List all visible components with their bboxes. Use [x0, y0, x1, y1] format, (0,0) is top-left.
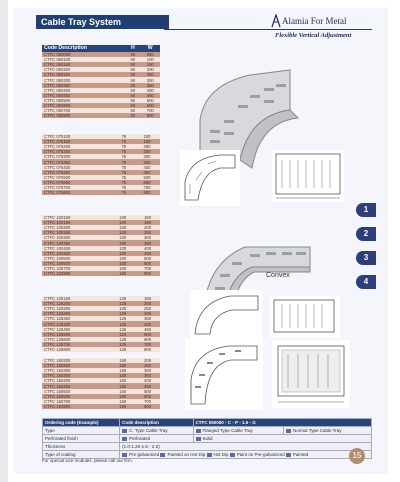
height-cell: 100 [110, 246, 135, 251]
section-tab-3[interactable]: 3 [356, 251, 376, 265]
width-cell: 200 [134, 144, 160, 149]
width-cell: 450 [135, 251, 160, 256]
height-cell: 50 [125, 52, 140, 57]
thickness-label: Thickness [43, 443, 120, 451]
height-cell: 75 [114, 154, 134, 159]
code-cell: CTFC 075800 [42, 190, 114, 195]
width-cell: 350 [135, 240, 160, 245]
code-cell: CTFC 075600 [42, 180, 114, 185]
code-cell: CTFC 100300 [42, 235, 110, 240]
height-cell: 125 [110, 327, 135, 332]
code-cell: CTFC 125400 [42, 321, 110, 326]
height-cell: 125 [110, 316, 135, 321]
width-cell: 500 [134, 175, 160, 180]
width-cell: 500 [141, 98, 161, 103]
code-cell: CTFC 150450 [42, 383, 110, 388]
thickness-value: (1.0-1.25-1.5 - 2.0) [120, 443, 372, 451]
code-cell: CTFC 100450 [42, 251, 110, 256]
width-cell: 600 [141, 103, 161, 108]
code-cell: CTFC 100800 [42, 271, 110, 276]
height-cell: 100 [110, 256, 135, 261]
ordering-code-table [42, 418, 372, 459]
checkbox-icon [196, 437, 201, 441]
width-cell: 350 [134, 159, 160, 164]
height-cell: 50 [125, 83, 140, 88]
width-cell: 150 [135, 296, 160, 301]
width-cell: 350 [141, 83, 161, 88]
width-cell: 200 [135, 225, 160, 230]
code-cell: CTFC 125300 [42, 311, 110, 316]
coat-option-3: Paint on Pre-galvanized [236, 452, 285, 457]
code-cell: CTFC 100200 [42, 225, 110, 230]
checkbox-icon [122, 453, 127, 457]
spec-table-h150 [42, 358, 160, 409]
brand-name: Alamia For Metal [282, 16, 347, 26]
type-option-normal: Normal Type Cable Tray [293, 428, 342, 433]
width-cell: 400 [135, 321, 160, 326]
perf-option-solid: Solid [202, 436, 213, 441]
height-cell: 125 [110, 301, 135, 306]
height-cell: 125 [110, 296, 135, 301]
height-cell: 150 [110, 373, 135, 378]
table-row [42, 271, 160, 276]
width-cell: 350 [135, 316, 160, 321]
convex-top-diagram [270, 296, 340, 338]
height-cell: 75 [114, 144, 134, 149]
checkbox-icon [207, 453, 212, 457]
height-cell: 50 [125, 72, 140, 77]
width-cell: 200 [135, 301, 160, 306]
bend-diagram [185, 338, 263, 410]
width-cell: 400 [141, 88, 161, 93]
code-cell: CTFC 150500 [42, 389, 110, 394]
height-cell: 150 [110, 399, 135, 404]
width-cell: 050 [141, 52, 161, 57]
code-cell: CTFC 050450 [42, 93, 125, 98]
width-cell: 800 [135, 347, 160, 352]
perf-option-perforated: Perforated [129, 436, 151, 441]
width-cell: 450 [135, 327, 160, 332]
coat-option-0: Pre-galvanized [129, 452, 160, 457]
width-cell: 700 [134, 185, 160, 190]
header-rule [164, 29, 372, 30]
code-cell: CTFC 050050 [42, 52, 125, 57]
ordering-example: CTFC 050050 - C - P - 1.5 - G [193, 419, 371, 427]
code-cell: CTFC 125800 [42, 347, 110, 352]
width-cell: 700 [135, 399, 160, 404]
height-cell: 150 [110, 383, 135, 388]
width-cell: 250 [135, 306, 160, 311]
code-cell: CTFC 050400 [42, 88, 125, 93]
height-cell: 100 [110, 225, 135, 230]
width-cell: 200 [141, 67, 161, 72]
checkbox-icon [160, 453, 165, 457]
height-cell: 100 [110, 215, 135, 220]
height-cell: 100 [110, 271, 135, 276]
width-cell: 700 [141, 108, 161, 113]
code-cell: CTFC 150200 [42, 358, 110, 363]
code-desc-label: Code description [120, 419, 193, 427]
width-cell: 450 [134, 170, 160, 175]
code-cell: CTFC 075100 [42, 134, 114, 139]
code-cell: CTFC 100150 [42, 215, 110, 220]
code-cell: CTFC 150800 [42, 404, 110, 409]
concave-side-diagram [180, 150, 240, 206]
type-option-c: C: Type Cable Tray [129, 428, 168, 433]
spec-table-h50 [42, 45, 160, 118]
height-cell: 150 [110, 368, 135, 373]
height-cell: 150 [110, 378, 135, 383]
width-cell: 150 [135, 215, 160, 220]
width-cell: 400 [135, 246, 160, 251]
width-cell: 400 [135, 378, 160, 383]
width-cell: 600 [134, 180, 160, 185]
code-cell: CTFC 075450 [42, 170, 114, 175]
height-cell: 100 [110, 230, 135, 235]
code-cell: CTFC 100350 [42, 240, 110, 245]
width-cell: 300 [141, 77, 161, 82]
height-cell: 150 [110, 404, 135, 409]
width-cell: 800 [135, 404, 160, 409]
straight-tray-diagram [272, 340, 350, 408]
height-cell: 50 [125, 57, 140, 62]
height-cell: 50 [125, 88, 140, 93]
coat-option-2: Hot Dip [213, 452, 229, 457]
code-cell: CTFC 125500 [42, 332, 110, 337]
type-label: Type [43, 427, 120, 435]
width-cell: 500 [135, 332, 160, 337]
code-cell: CTFC 100600 [42, 261, 110, 266]
code-cell: CTFC 150700 [42, 399, 110, 404]
width-cell: 800 [134, 190, 160, 195]
page-title: Cable Tray System [36, 15, 169, 29]
code-cell: CTFC 125250 [42, 306, 110, 311]
height-cell: 75 [114, 175, 134, 180]
table-row [42, 113, 160, 118]
height-cell: 75 [114, 149, 134, 154]
checkbox-icon [196, 429, 201, 433]
width-cell: 300 [135, 311, 160, 316]
height-cell: 50 [125, 98, 140, 103]
height-cell: 50 [125, 93, 140, 98]
code-cell: CTFC 050800 [42, 113, 125, 118]
width-cell: 100 [141, 57, 161, 62]
ordering-label: Ordering code (Example) [43, 419, 120, 427]
width-cell: 500 [135, 256, 160, 261]
code-cell: CTFC 050350 [42, 83, 125, 88]
code-cell: CTFC 125150 [42, 296, 110, 301]
height-cell: 75 [114, 170, 134, 175]
code-cell: CTFC 100500 [42, 256, 110, 261]
convex-side-diagram [190, 290, 262, 338]
section-tab-4[interactable]: 4 [356, 275, 376, 289]
width-cell: 450 [141, 93, 161, 98]
left-binding-strip [0, 0, 8, 482]
code-cell: CTFC 150250 [42, 363, 110, 368]
code-cell: CTFC 150600 [42, 394, 110, 399]
width-cell: 600 [135, 394, 160, 399]
width-cell: 600 [135, 337, 160, 342]
width-cell: 400 [134, 165, 160, 170]
height-cell: 50 [125, 77, 140, 82]
table-row [42, 190, 160, 195]
width-cell: 300 [135, 368, 160, 373]
height-cell: 75 [114, 134, 134, 139]
concave-top-diagram [272, 150, 344, 202]
height-cell: 150 [110, 358, 135, 363]
code-cell: CTFC 100700 [42, 266, 110, 271]
code-cell: CTFC 075350 [42, 159, 114, 164]
height-cell: 50 [125, 67, 140, 72]
height-cell: 50 [125, 113, 140, 118]
code-cell: CTFC 050250 [42, 72, 125, 77]
height-cell: 75 [114, 159, 134, 164]
height-cell: 125 [110, 337, 135, 342]
height-cell: 125 [110, 311, 135, 316]
code-cell: CTFC 075300 [42, 154, 114, 159]
code-cell: CTFC 050100 [42, 57, 125, 62]
width-cell: 800 [141, 113, 161, 118]
coat-option-1: Painted on Hot Dip [167, 452, 206, 457]
table-row [42, 347, 160, 352]
width-cell: 350 [135, 373, 160, 378]
height-cell: 50 [125, 103, 140, 108]
width-cell: 250 [134, 149, 160, 154]
checkbox-icon [122, 429, 127, 433]
height-cell: 150 [110, 389, 135, 394]
code-cell: CTFC 100150 [42, 220, 110, 225]
code-cell: CTFC 075700 [42, 185, 114, 190]
code-cell: CTFC 050300 [42, 77, 125, 82]
width-cell: 300 [134, 154, 160, 159]
width-cell: 250 [135, 230, 160, 235]
code-cell: CTFC 050500 [42, 98, 125, 103]
section-tab-2[interactable]: 2 [356, 227, 376, 241]
page-number: 15 [349, 448, 365, 464]
code-cell: CTFC 075200 [42, 144, 114, 149]
special-size-note: For special size modules, please call our firm. [42, 458, 134, 463]
spec-table-h125 [42, 296, 160, 352]
code-cell: CTFC 075400 [42, 165, 114, 170]
width-cell: 700 [135, 266, 160, 271]
width-cell: 250 [135, 363, 160, 368]
height-cell: 75 [114, 185, 134, 190]
width-cell: 600 [135, 261, 160, 266]
code-cell: CTFC 075250 [42, 149, 114, 154]
height-cell: 75 [114, 190, 134, 195]
height-cell: 100 [110, 235, 135, 240]
width-cell: 250 [141, 72, 161, 77]
column-header: H [125, 45, 140, 52]
height-cell: 100 [110, 251, 135, 256]
column-header: Code Description [42, 45, 125, 52]
checkbox-icon [230, 453, 235, 457]
width-cell: 150 [134, 139, 160, 144]
code-cell: CTFC 150350 [42, 373, 110, 378]
code-cell: CTFC 125600 [42, 337, 110, 342]
height-cell: 75 [114, 139, 134, 144]
height-cell: 100 [110, 220, 135, 225]
code-cell: CTFC 125700 [42, 342, 110, 347]
code-cell: CTFC 125350 [42, 316, 110, 321]
column-header: W [141, 45, 161, 52]
height-cell: 125 [110, 306, 135, 311]
code-cell: CTFC 150400 [42, 378, 110, 383]
checkbox-icon [286, 453, 291, 457]
checkbox-icon [286, 429, 291, 433]
perf-label: Perforated finish [43, 435, 120, 443]
height-cell: 125 [110, 332, 135, 337]
height-cell: 75 [114, 180, 134, 185]
section-tab-1[interactable]: 1 [356, 203, 376, 217]
width-cell: 100 [134, 134, 160, 139]
checkbox-icon [122, 437, 127, 441]
height-cell: 50 [125, 62, 140, 67]
height-cell: 125 [110, 321, 135, 326]
spec-table-h100 [42, 215, 160, 276]
table-row [42, 404, 160, 409]
coat-option-4: Painted [292, 452, 309, 457]
width-cell: 800 [135, 271, 160, 276]
width-cell: 150 [141, 62, 161, 67]
width-cell: 450 [135, 383, 160, 388]
section-subtitle: Flexible Vertical Adjustment [275, 32, 352, 39]
code-cell: CTFC 075500 [42, 175, 114, 180]
type-option-flanged: Flanged Type Cable Tray [202, 428, 253, 433]
height-cell: 125 [110, 342, 135, 347]
coating-label: Type of coating [43, 451, 120, 459]
height-cell: 150 [110, 363, 135, 368]
height-cell: 100 [110, 240, 135, 245]
code-cell: CTFC 075150 [42, 139, 114, 144]
width-cell: 300 [135, 235, 160, 240]
height-cell: 100 [110, 266, 135, 271]
width-cell: 150 [135, 220, 160, 225]
code-cell: CTFC 150300 [42, 368, 110, 373]
convex-label: Convex [266, 272, 290, 279]
height-cell: 150 [110, 394, 135, 399]
code-cell: CTFC 050200 [42, 67, 125, 72]
height-cell: 100 [110, 261, 135, 266]
spec-table-h75 [42, 134, 160, 195]
code-cell: CTFC 125200 [42, 301, 110, 306]
code-cell: CTFC 050150 [42, 62, 125, 67]
height-cell: 75 [114, 165, 134, 170]
width-cell: 200 [135, 358, 160, 363]
code-cell: CTFC 100400 [42, 246, 110, 251]
code-cell: CTFC 100250 [42, 230, 110, 235]
code-cell: CTFC 125450 [42, 327, 110, 332]
height-cell: 50 [125, 108, 140, 113]
code-cell: CTFC 050600 [42, 103, 125, 108]
brand-logo-icon [271, 14, 281, 28]
code-cell: CTFC 050700 [42, 108, 125, 113]
height-cell: 125 [110, 347, 135, 352]
width-cell: 500 [135, 389, 160, 394]
width-cell: 700 [135, 342, 160, 347]
table-header-row [42, 45, 160, 52]
